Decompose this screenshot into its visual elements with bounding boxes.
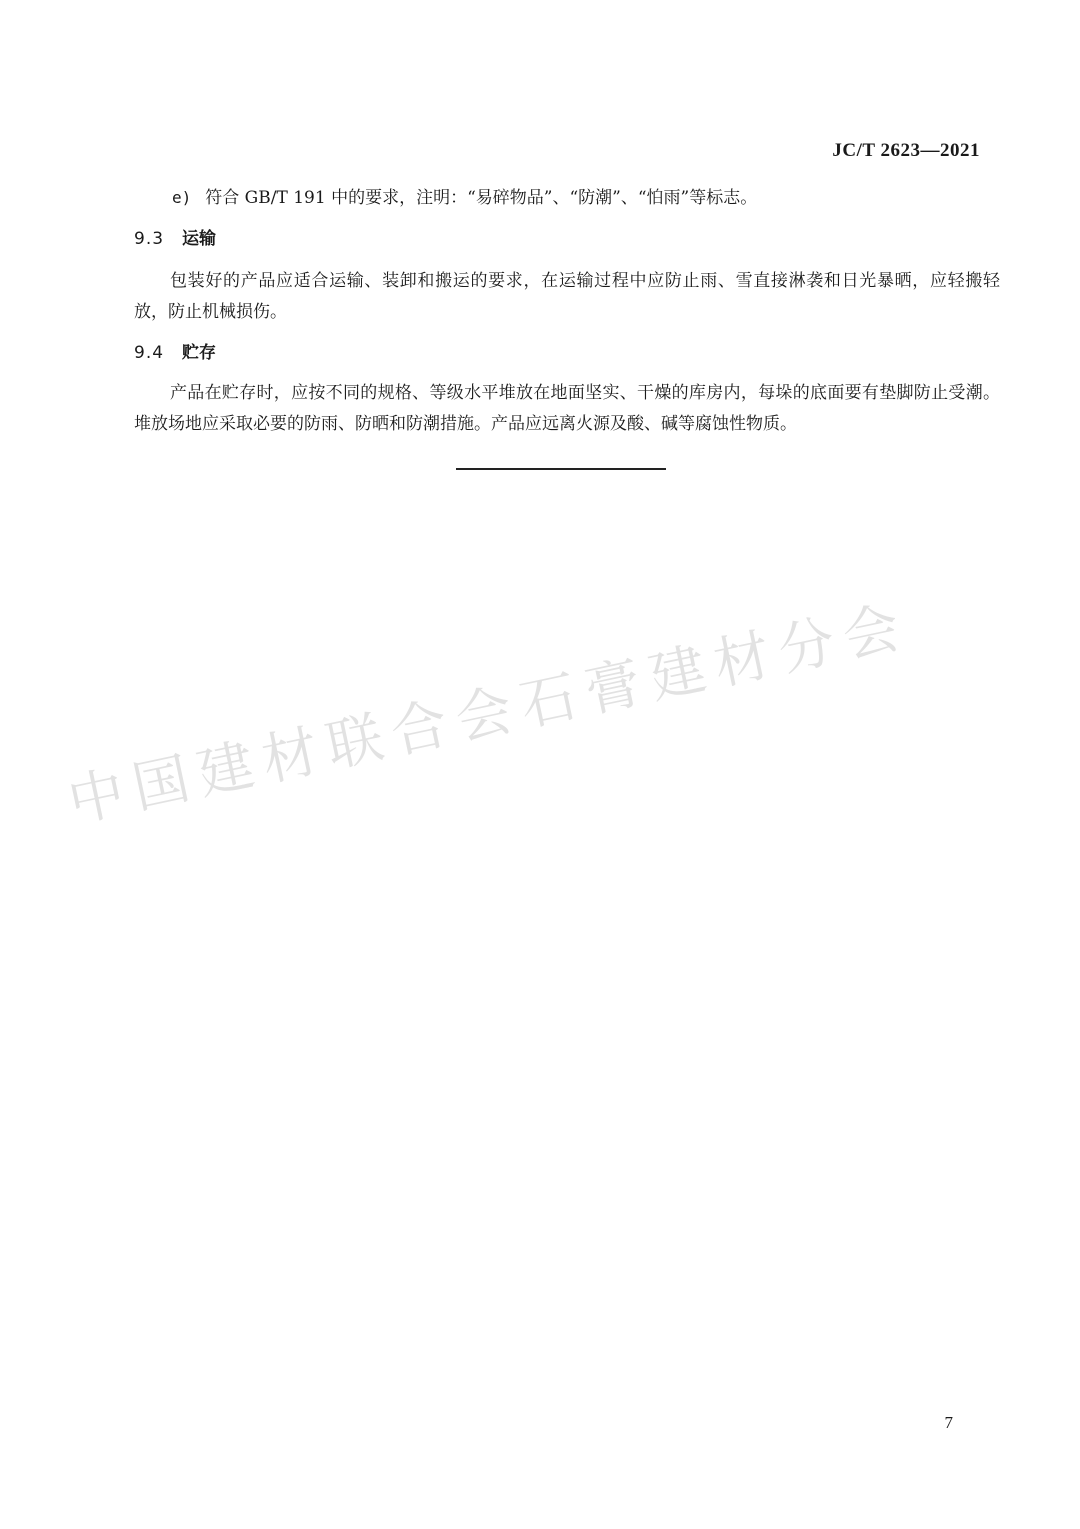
- end-divider: [456, 468, 666, 470]
- section-heading-9-4: [134, 338, 216, 363]
- section-paragraph-9-4: 产品在贮存时，应按不同的规格、等级水平堆放在地面坚实、干燥的库房内，每垛的底面要有垫脚防止受潮。堆放场地应采取必要的防雨、防晒和防潮措施。产品应远离火源及酸、碱等腐蚀性物质。: [134, 383, 1000, 434]
- list-item-marker: e): [172, 188, 192, 207]
- section-title: 运输: [182, 229, 217, 249]
- section-heading-9-3: [134, 224, 216, 249]
- section-title: 贮存: [182, 343, 217, 363]
- section-number: 9.4: [134, 343, 165, 363]
- section-number: 9.3: [134, 229, 165, 249]
- list-item-e: [172, 183, 757, 208]
- list-item-text: 符合 GB/T 191 中的要求，注明：“易碎物品”、“防潮”、“怕雨”等标志。: [205, 188, 758, 208]
- standard-code: JC/T 2623—2021: [832, 140, 980, 161]
- section-paragraph-9-3: 包装好的产品应适合运输、装卸和搬运的要求，在运输过程中应防止雨、雪直接淋袭和日光暴晒，应轻搬轻放，防止机械损伤。: [134, 271, 1000, 322]
- page-number: 7: [944, 1413, 953, 1432]
- watermark: 中国建材联合会石膏建材分会: [62, 593, 916, 836]
